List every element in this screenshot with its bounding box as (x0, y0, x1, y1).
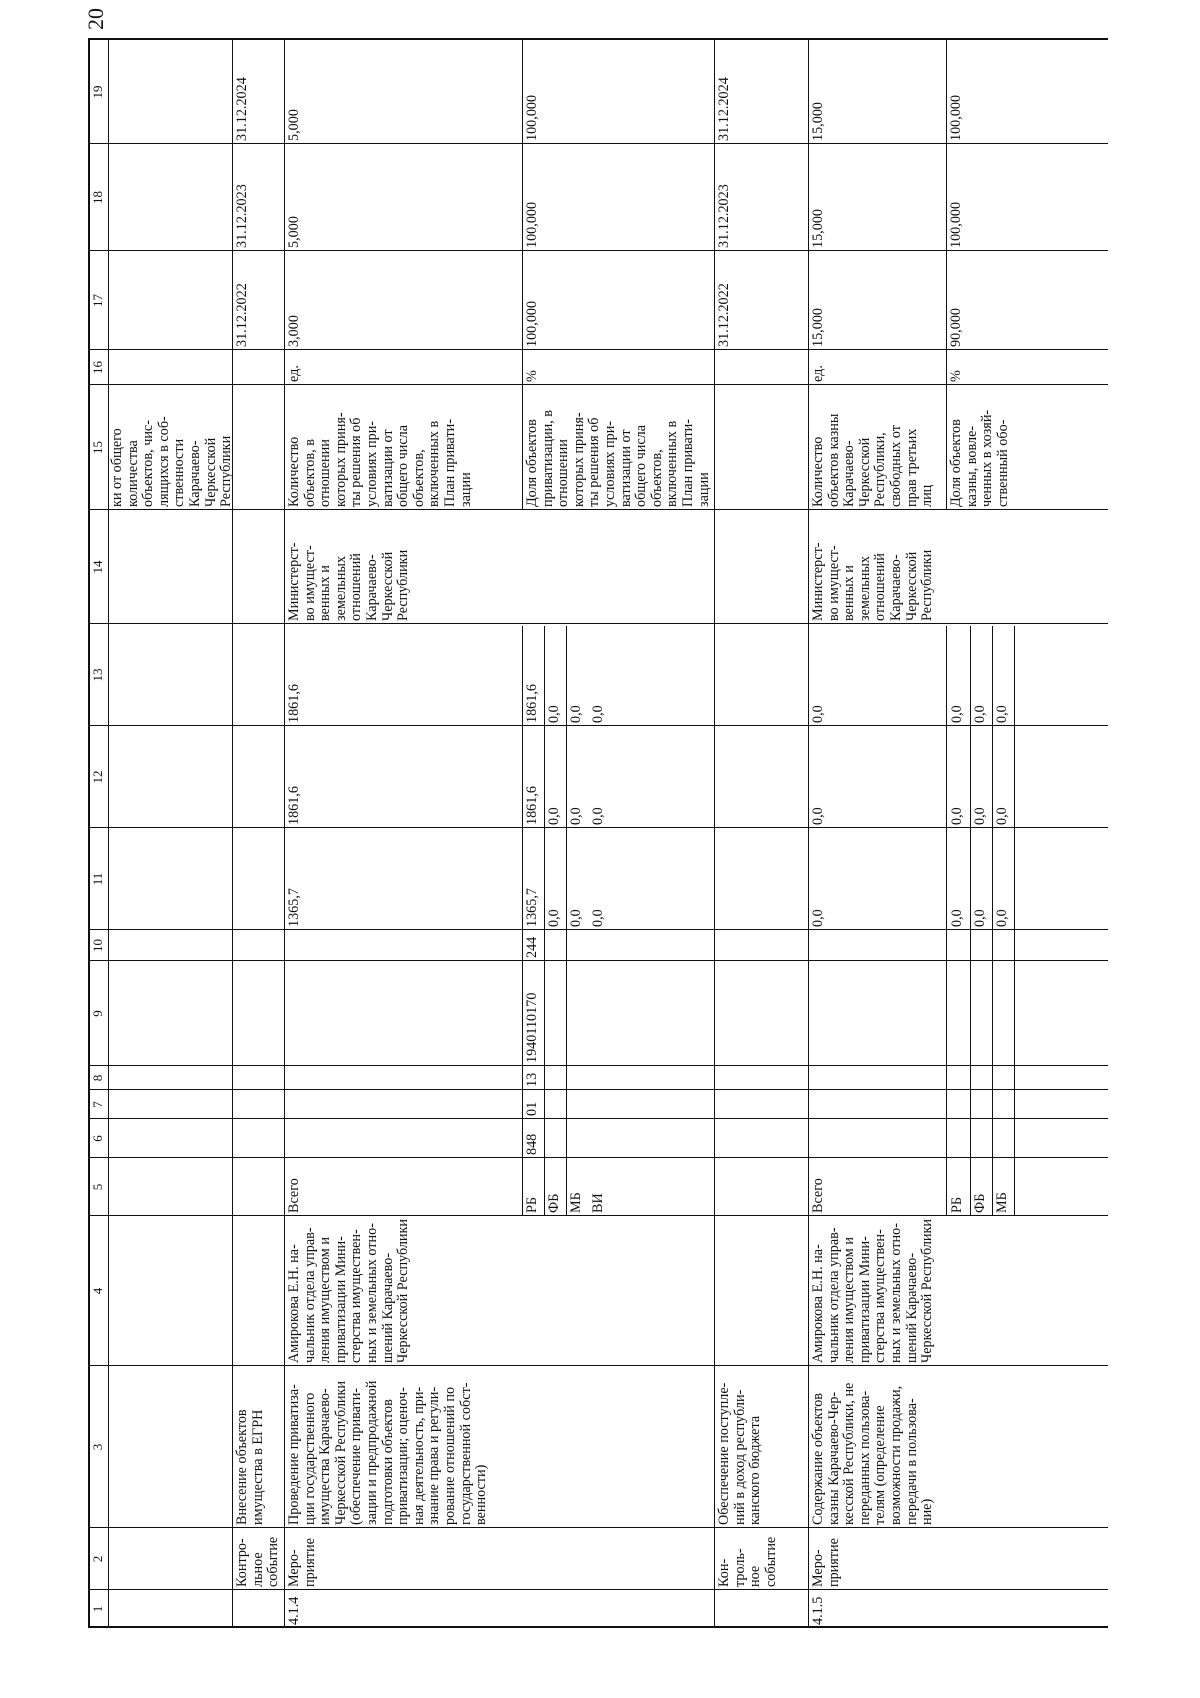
column-header: 7 (90, 1101, 105, 1108)
budget-code: 1940110170 (524, 992, 540, 1063)
column-separator (88, 1626, 1108, 1628)
row-type: Меро- приятие (286, 1538, 318, 1587)
column-separator (88, 1365, 1108, 1366)
column-separator (88, 1089, 1108, 1090)
column-separator (88, 384, 1108, 385)
amount-value: 0,0 (590, 909, 606, 927)
page-number: 20 (83, 8, 108, 30)
column-header: 14 (90, 560, 105, 574)
date-value: 31.12.2024 (234, 77, 250, 141)
column-separator (88, 827, 1108, 828)
activity-name: Содержание объектов казны Карачаево-Чер- кесской Республики, не переданных пользова- телям (определение возможности продажи, передачи в пользова- ние) (810, 1382, 936, 1525)
column-separator (88, 38, 1108, 40)
amount-value: 0,0 (994, 909, 1010, 927)
amount-value: 0,0 (949, 909, 965, 927)
budget-code: 01 (524, 1101, 540, 1116)
row-separator (946, 626, 947, 1216)
column-header: 6 (90, 1135, 105, 1142)
row-separator (108, 38, 109, 1628)
indicator-value: 100,000 (524, 94, 540, 141)
funding-source: Всего (810, 1178, 826, 1213)
row-separator (970, 626, 971, 1216)
amount-value: 0,0 (590, 807, 606, 825)
program-activities-table (88, 38, 1108, 1628)
indicator-value: 100,000 (524, 201, 540, 248)
column-header: 11 (90, 872, 105, 886)
amount-value: 0,0 (568, 705, 584, 723)
column-separator (88, 929, 1108, 930)
funding-source: ВИ (590, 1193, 606, 1213)
column-header: 13 (90, 668, 105, 682)
amount-value: 0,0 (972, 909, 988, 927)
column-separator (88, 1065, 1108, 1066)
date-value: 31.12.2023 (716, 184, 732, 248)
unit-value: % (524, 370, 540, 382)
row-separator (232, 38, 233, 1628)
column-separator (88, 725, 1108, 726)
amount-value: 1365,7 (524, 887, 540, 927)
row-type: Меро- приятие (810, 1538, 842, 1587)
column-header: 5 (90, 1183, 105, 1191)
amount-value: 0,0 (546, 705, 562, 723)
amount-value: 0,0 (546, 909, 562, 927)
column-header: 18 (90, 191, 105, 204)
funding-source: МБ (568, 1192, 584, 1213)
column-separator (88, 250, 1108, 251)
column-separator (88, 1589, 1108, 1590)
column-header: 8 (90, 1074, 105, 1082)
executor: Министерст- во имущест- венных и земельных отношений Карачаево- Черкесской Республики (810, 542, 936, 621)
indicator-value: 3,000 (286, 315, 302, 347)
funding-source: Всего (286, 1178, 302, 1213)
event-name: Внесение объектов имущества в ЕГРН (234, 1409, 266, 1525)
column-header: 1 (90, 1605, 105, 1613)
date-value: 31.12.2022 (234, 283, 250, 347)
row-separator (714, 38, 715, 1628)
column-separator (88, 960, 1108, 961)
budget-code: 244 (524, 936, 540, 958)
funding-source: РБ (949, 1196, 965, 1213)
column-header: 9 (90, 1010, 105, 1017)
amount-value: 0,0 (810, 705, 826, 723)
row-type: Кон- троль- ное событие (716, 1536, 779, 1587)
indicator-value: 100,000 (948, 201, 964, 248)
column-header: 3 (90, 1443, 105, 1451)
amount-value: 0,0 (949, 705, 965, 723)
column-header: 19 (90, 85, 105, 99)
amount-value: 0,0 (810, 807, 826, 825)
column-header: 17 (90, 294, 105, 307)
column-separator (88, 623, 1108, 624)
row-type: Контро- льное событие (234, 1536, 282, 1587)
responsible-person: Амирокова Е.Н. на- чальник отдела управ- ления имуществом и приватизации Мини- стерства имуществен- ных и земельных отно- шений Карачаево- Черкесской Республики (810, 1219, 936, 1363)
indicator-value: 5,000 (286, 109, 302, 141)
indicator-name: Доля объектов казны, вовле- ченных в хозяй- ственный обо- (948, 409, 1011, 507)
column-header: 15 (90, 441, 105, 454)
funding-source: ФБ (972, 1193, 988, 1213)
amount-value: 0,0 (972, 807, 988, 825)
funding-source: МБ (994, 1192, 1010, 1213)
amount-value: 0,0 (994, 705, 1010, 723)
indicator-name: Количество объектов, в отношении которых приня- ты решения об условиях при- ватизации от общего числа объектов, включенных в План привати- зации (286, 412, 474, 507)
activity-number: 4.1.5 (810, 1596, 826, 1625)
indicator-value: 15,000 (810, 208, 826, 248)
amount-value: 1365,7 (286, 887, 302, 927)
column-separator (88, 1527, 1108, 1528)
amount-value: 0,0 (590, 705, 606, 723)
amount-value: 0,0 (568, 807, 584, 825)
row-separator (946, 38, 947, 510)
row-separator (992, 626, 993, 1216)
column-separator (88, 1118, 1108, 1119)
indicator-name: Доля объектов приватизации, в отношении которых приня- ты решения об условиях при- ватизации от общего числа объектов, включенных в План привати- зации (524, 410, 712, 507)
amount-value: 1861,6 (524, 785, 540, 825)
amount-value: 1861,6 (524, 683, 540, 723)
column-separator (88, 509, 1108, 510)
activity-number: 4.1.4 (286, 1596, 302, 1625)
column-header: 4 (90, 1287, 105, 1295)
amount-value: 1861,6 (286, 785, 302, 825)
row-separator (1014, 626, 1015, 1216)
row-separator (284, 38, 285, 1628)
activity-name: Проведение приватиза- ции государственного имущества Карачаево- Черкесской Республики (обеспечение привати- зации и предпродажной подготовки объектов приватизации; оценоч- ная деятельность, при- знание права и регули- рование отношений по государственной собст- венности) (286, 1380, 490, 1525)
amount-value: 0,0 (994, 807, 1010, 825)
date-value: 31.12.2022 (716, 283, 732, 347)
unit-value: ед. (810, 365, 826, 382)
amount-value: 0,0 (568, 909, 584, 927)
indicator-name: Количество объектов казны Карачаево- Черкесской Республики, свободных от прав третьих лиц (810, 413, 936, 507)
column-separator (88, 143, 1108, 144)
budget-code: 848 (524, 1133, 540, 1155)
indicator-value: 100,000 (524, 300, 540, 347)
amount-value: 0,0 (972, 705, 988, 723)
date-value: 31.12.2024 (716, 77, 732, 141)
funding-source: РБ (524, 1196, 540, 1213)
column-separator (88, 349, 1108, 350)
row-separator (544, 626, 545, 1216)
column-header: 10 (90, 939, 105, 952)
indicator-value: 5,000 (286, 216, 302, 248)
amount-value: 0,0 (810, 909, 826, 927)
column-header: 16 (90, 361, 105, 374)
executor: Министерст- во имущест- венных и земельных отношений Карачаево- Черкесской Республики (286, 542, 412, 621)
amount-value: 0,0 (949, 807, 965, 825)
indicator-value: 15,000 (810, 307, 826, 347)
amount-value: 1861,6 (286, 683, 302, 723)
column-separator (88, 1157, 1108, 1158)
unit-value: % (948, 370, 964, 382)
unit-value: ед. (286, 365, 302, 382)
row-separator (522, 38, 523, 510)
rotated-page-area (88, 38, 1108, 1628)
amount-value: 0,0 (546, 807, 562, 825)
event-name: Обеспечение поступле- ний в доход республи- канского бюджета (716, 1382, 764, 1525)
indicator-value: 90,000 (948, 307, 964, 347)
budget-code: 13 (524, 1072, 540, 1087)
row-separator (522, 626, 523, 1216)
column-header: 2 (90, 1555, 105, 1563)
column-header: 12 (90, 770, 105, 784)
column-separator (88, 1215, 1108, 1216)
row-separator (808, 38, 809, 1628)
responsible-person: Амирокова Е.Н. на- чальник отдела управ- ления имуществом и приватизации Мини- стерства имуществен- ных и земельных отно- шений Карачаево- Черкесской Республики (286, 1219, 412, 1363)
date-value: 31.12.2023 (234, 184, 250, 248)
indicator-name: ки от общего количества объектов, чис- лящихся в соб- ственности Карачаево- Черкесской Республики (109, 416, 235, 507)
row-separator (566, 626, 567, 1216)
indicator-value: 15,000 (810, 101, 826, 141)
funding-source: ФБ (546, 1193, 562, 1213)
indicator-value: 100,000 (948, 94, 964, 141)
